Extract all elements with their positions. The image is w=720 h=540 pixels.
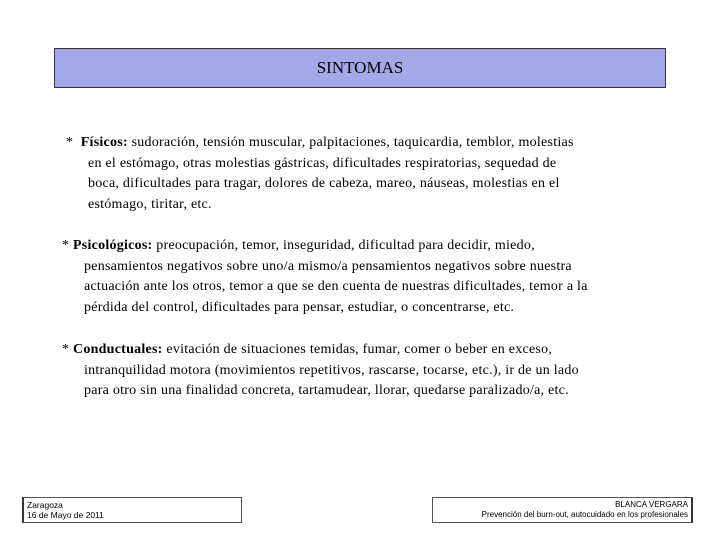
section-text: actuación ante los otros, temor a que se den cuenta de nuestras dificultades, temor a la xyxy=(84,279,588,294)
footer-author xyxy=(432,497,693,523)
section-conductuales xyxy=(0,340,720,402)
section-text: pérdida del control, dificultades para pensar, estudiar, o concentrarse, etc. xyxy=(84,299,515,315)
section-text: para otro sin una finalidad concreta, tartamudear, llorar, quedarse paralizado/a, etc. xyxy=(84,383,569,398)
footer-location: Zaragoza xyxy=(27,500,63,510)
section-text: evitación de situaciones temidas, fumar, comer o beber en exceso, xyxy=(166,342,553,357)
footer-date: 16 de Mayo de 2011 xyxy=(27,510,104,520)
section-first-line xyxy=(66,133,720,154)
section-first-line xyxy=(62,236,720,257)
footer-presentation-title: Prevención del burn-out, autocuidado en los profesionales xyxy=(481,510,688,519)
section-label: Conductuales: xyxy=(73,342,163,357)
section-psicologicos xyxy=(0,236,720,318)
section-label: Psicológicos: xyxy=(73,238,153,253)
bullet: * xyxy=(62,238,70,253)
bullet: * xyxy=(62,342,70,357)
section-text: en el estómago, otras molestias gástricas, dificultades respiratorias, sequedad de xyxy=(88,155,557,171)
section-label: Físicos: xyxy=(80,135,128,150)
bullet: * xyxy=(66,135,74,150)
section-first-line xyxy=(62,340,720,361)
section-text: boca, dificultades para tragar, dolores de cabeza, mareo, náuseas, molestias en el xyxy=(88,176,560,191)
section-text: intranquilidad motora (movimientos repetitivos, rascarse, tocarse, etc.), ir de un lado xyxy=(84,362,579,378)
section-text: preocupación, temor, inseguridad, dificultad para decidir, miedo, xyxy=(156,238,535,253)
title-banner xyxy=(54,48,666,88)
section-text: sudoración, tensión muscular, palpitaciones, taquicardia, temblor, molestias xyxy=(131,135,574,150)
section-fisicos xyxy=(0,133,720,215)
page-title: SINTOMAS xyxy=(316,58,404,77)
footer-author-name: BLANCA VERGARA xyxy=(615,500,688,509)
section-text: pensamientos negativos sobre uno/a mismo/a pensamientos negativos sobre nuestra xyxy=(84,258,572,274)
section-text: estómago, tiritar, etc. xyxy=(88,196,212,212)
footer-location-date xyxy=(22,497,242,523)
